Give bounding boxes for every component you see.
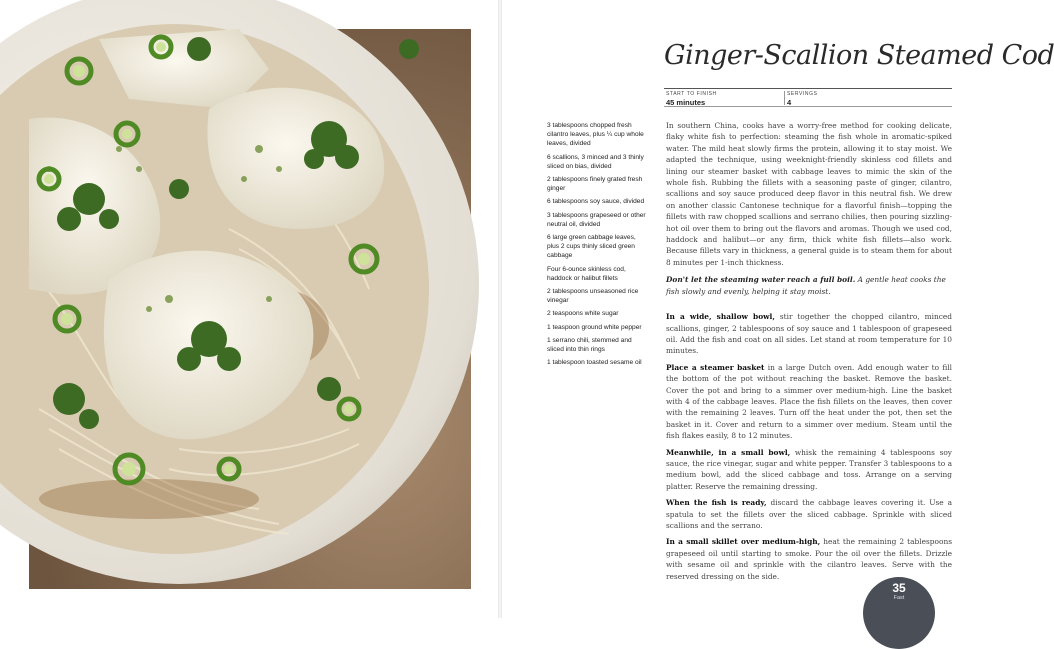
step-text: heat the remaining 2 tablespoons grapeseed oil until starting to smoke. Pour the oil over the fillets. Drizzle with sesame oil and sprinkle with the cilantro leaves. Serve with the reserved dressing on the side. <box>666 537 952 581</box>
ingredient-item: 2 tablespoons finely grated fresh ginger <box>547 176 643 193</box>
ingredient-item: 3 tablespoons chopped fresh cilantro leaves, plus ¼ cup whole leaves, divided <box>547 122 644 148</box>
ingredient-item: 6 large green cabbage leaves, plus 2 cups thinly sliced green cabbage <box>547 234 636 260</box>
ingredient-list <box>547 121 647 371</box>
meta-rule-top <box>664 88 952 89</box>
page-number: 35 <box>892 581 906 595</box>
ingredient-item: 6 tablespoons soy sauce, divided <box>547 198 645 206</box>
recipe-title: Ginger-Scallion Steamed Cod <box>664 40 1054 71</box>
tip-bold: Don't let the steaming water reach a full boil. <box>666 275 856 285</box>
servings <box>787 91 818 107</box>
steamed-cod-illustration <box>29 29 471 589</box>
step-lead: When the fish is ready, <box>666 498 767 508</box>
start-to-finish <box>666 91 717 107</box>
ingredient-item: 1 tablespoon toasted sesame oil <box>547 359 642 367</box>
servings-label: SERVINGS <box>787 91 818 97</box>
book-gutter <box>498 0 502 618</box>
step-lead: In a wide, shallow bowl, <box>666 312 775 322</box>
ingredient-item: 1 serrano chili, stemmed and sliced into thin rings <box>547 336 632 354</box>
meta-divider <box>784 91 785 105</box>
recipe-step <box>666 311 952 357</box>
recipe-step <box>666 497 952 531</box>
recipe-step <box>666 362 952 442</box>
ingredient-item: 2 tablespoons unseasoned rice vinegar <box>547 288 639 305</box>
page-section: Fast <box>893 595 905 601</box>
ingredient-item: Four 6-ounce skinless cod, haddock or halibut fillets <box>547 265 626 282</box>
recipe-step <box>666 447 952 493</box>
recipe-tip <box>666 274 952 297</box>
step-lead: In a small skillet over medium-high, <box>666 537 821 547</box>
servings-value: 4 <box>787 98 792 107</box>
dish-photo <box>29 29 471 589</box>
step-text: whisk the remaining 4 tablespoons soy sauce, the rice vinegar, sugar and white pepper. Transfer 3 tablespoons to a medium bowl, add the sliced cabbage and toss. Arrange on a serving platter. Reserve the remaining dressing. <box>666 447 952 491</box>
ingredient-item: 1 teaspoon ground white pepper <box>547 323 642 331</box>
step-text: stir together the chopped cilantro, minced scallions, ginger, 2 tablespoons of soy sauce and 1 tablespoon of grapeseed oil. Add the fish and coat on all sides. Let stand at room temperature for 10 minutes. <box>666 312 953 356</box>
ingredient-item: 3 tablespoons grapeseed or other neutral oil, divided <box>547 211 646 228</box>
step-text: discard the cabbage leaves covering it. Use a spatula to set the fillets over the sliced cabbage. Sprinkle with sliced scallions and the serrano. <box>666 498 952 530</box>
recipe-step <box>666 536 952 582</box>
recipe-intro: In southern China, cooks have a worry-free method for cooking delicate, flaky white fish to perfection: steaming the fish whole in aromatic-spiked water. The mild heat slowly firms the protein, allowing it to stay moist. We adapted the technique, using weeknight-friendly skinless cod fillets and lining our steamer basket with cabbage leaves to mimic the skin of the whole fish. Rubbing the fillets with a seasoning paste of ginger, cilantro, scallions and soy sauce produced deep flavor in this neutral fish. We drew on another classic Cantonese technique for a flavorful finish—topping the fillets with raw chopped scallions and serrano chilies, then pouring sizzling-hot oil over them to bring out the flavors and aromas. Though we used cod, haddock and halibut—or any firm, thick white fish fillets—also work. Because fillets vary in thickness, a general guide is to steam them for about 8 minutes per 1-inch thickness. <box>666 121 952 267</box>
start-to-finish-value: 45 minutes <box>666 98 706 107</box>
recipe-body <box>666 120 952 587</box>
meta-rule-bottom <box>664 106 952 107</box>
start-to-finish-label: START TO FINISH <box>666 91 717 97</box>
ingredient-item: 2 teaspoons white sugar <box>547 310 619 318</box>
step-lead: Meanwhile, in a small bowl, <box>666 447 791 457</box>
step-lead: Place a steamer basket <box>666 362 765 372</box>
page-number-badge <box>863 577 935 649</box>
ingredient-item: 6 scallions, 3 minced and 3 thinly sliced on bias, divided <box>547 153 644 170</box>
step-text: in a large Dutch oven. Add enough water to fill the bottom of the pot without reaching the basket. Remove the basket. Cover the pot and bring to a simmer over medium-high. Line the basket with 4 of the cabbage leaves. Place the fish fillets on the leaves, then cover with the remaining 2 leaves. Turn off the heat under the pot, then set the basket in it. Cover and return to a simmer over medium. Steam until the fish flakes easily, 8 to 12 minutes. <box>666 362 952 441</box>
tip-text: A gentle heat cooks the fish slowly and evenly, helping it stay moist. <box>666 275 946 296</box>
